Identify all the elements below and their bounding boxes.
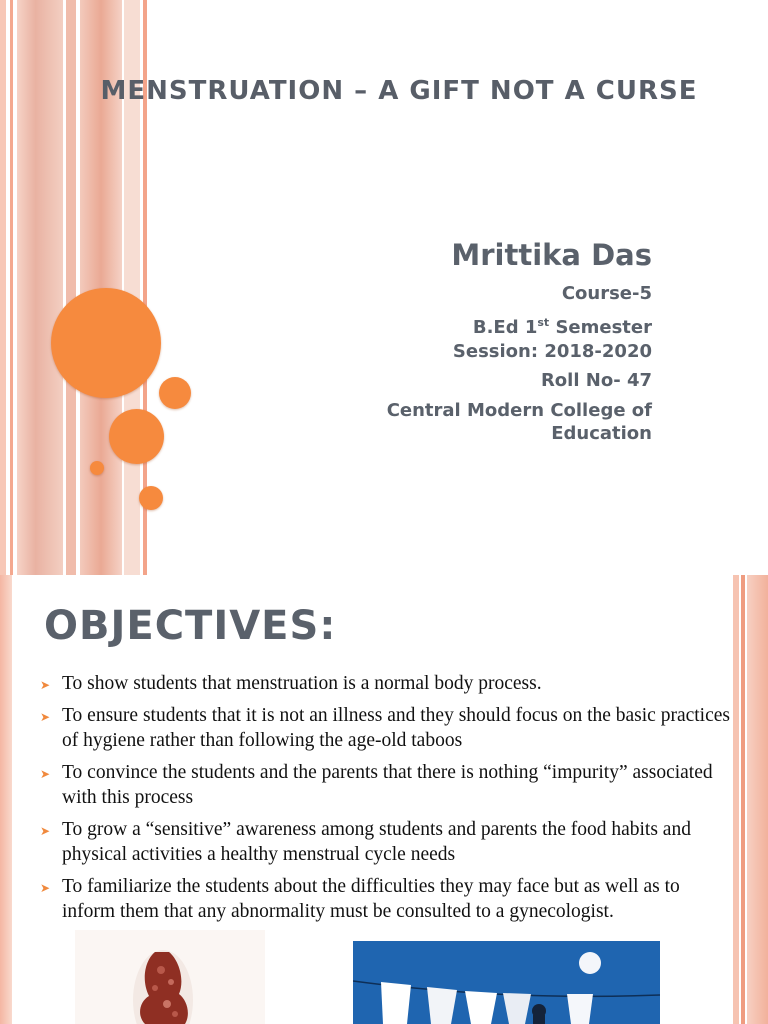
semester-line (473, 311, 652, 339)
arrow-bullet-icon: ➤ (40, 823, 51, 838)
college-line-1: Central Modern College of (386, 400, 652, 421)
decorative-circle (159, 377, 191, 409)
slide-title: MENSTRUATION – A GIFT NOT A CURSE (100, 76, 698, 106)
illustration-image-left (75, 930, 265, 1024)
section-heading: OBJECTIVES: (44, 603, 337, 649)
list-item (40, 760, 730, 811)
list-item (40, 671, 730, 697)
semester-suffix: Semester (549, 317, 652, 338)
arrow-bullet-icon: ➤ (40, 766, 51, 781)
list-item (40, 817, 730, 868)
illustration-image-right (353, 941, 660, 1024)
decorative-stripe (10, 0, 13, 575)
session-line: Session: 2018-2020 (452, 341, 652, 362)
decorative-stripe (733, 575, 739, 1024)
decorative-stripe (747, 575, 768, 1024)
decorative-circle (139, 486, 163, 510)
bullet-text: To show students that menstruation is a normal body process. (62, 673, 542, 694)
list-item (40, 703, 730, 754)
arrow-bullet-icon: ➤ (40, 709, 51, 724)
decorative-stripe (0, 575, 12, 1024)
objectives-list (40, 671, 730, 931)
author-name: Mrittika Das (451, 238, 652, 272)
bullet-text: To grow a “sensitive” awareness among students and parents the food habits and physical activities a healthy menstrual cycle needs (62, 818, 691, 865)
decorative-stripe (741, 575, 745, 1024)
bullet-text: To familiarize the students about the difficulties they may face but as well as to inform them that any abnormality must be consulted to a gynecologist. (62, 875, 680, 922)
bullet-text: To ensure students that it is not an illness and they should focus on the basic practices of hygiene rather than following the age-old taboos (62, 704, 730, 751)
decorative-stripe (0, 0, 6, 575)
college-line-2: Education (551, 423, 652, 444)
roll-line: Roll No- 47 (540, 370, 652, 391)
arrow-bullet-icon: ➤ (40, 678, 51, 692)
night-clothesline-graphic (353, 941, 660, 1024)
arrow-bullet-icon: ➤ (40, 880, 51, 895)
semester-prefix: B.Ed 1 (472, 317, 538, 338)
illustration-graphic (75, 930, 265, 1024)
semester-superscript: st (537, 316, 550, 329)
objectives-slide (0, 575, 768, 1024)
decorative-stripe (17, 0, 63, 575)
course-line: Course-5 (561, 283, 652, 304)
decorative-circle (109, 409, 164, 464)
list-item (40, 874, 730, 925)
bullet-text: To convince the students and the parents that there is nothing “impurity” associated with this process (62, 761, 713, 808)
decorative-circle-large (51, 288, 161, 398)
decorative-circle (90, 461, 104, 475)
